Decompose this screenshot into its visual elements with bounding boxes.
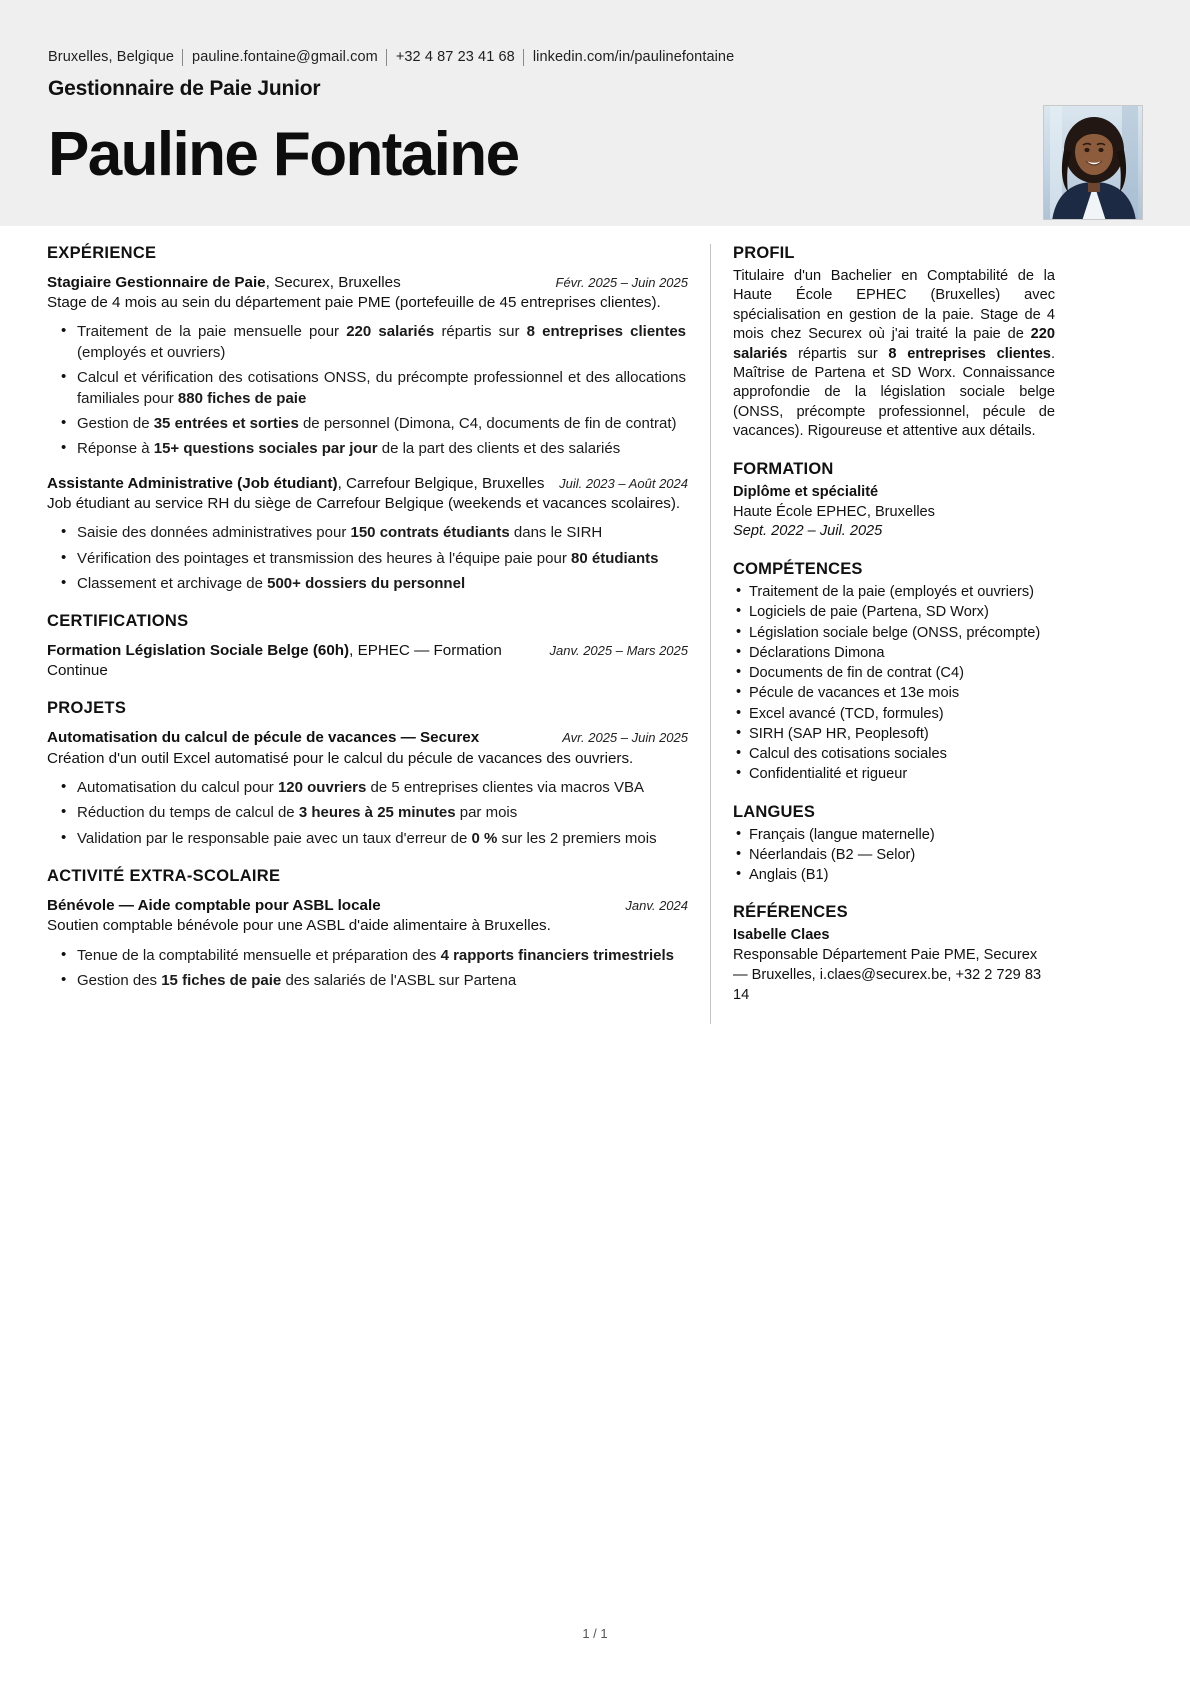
contact-email[interactable]: pauline.fontaine@gmail.com xyxy=(192,49,378,65)
section-heading-certifications: CERTIFICATIONS xyxy=(47,612,189,631)
entry-header-row xyxy=(47,896,688,916)
list-item: • Classement et archivage de 500+ dossiers du personnel xyxy=(77,574,688,594)
page-footer xyxy=(0,1626,1190,1641)
list-item: • Législation sociale belge (ONSS, précompte) xyxy=(749,624,1055,643)
entry-title: Assistante Administrative (Job étudiant), Carrefour Belgique, Bruxelles xyxy=(47,474,545,492)
section-heading-references: RÉFÉRENCES xyxy=(733,903,848,922)
resume-entry xyxy=(47,728,688,849)
list-item: • Traitement de la paie mensuelle pour 220 salariés répartis sur 8 entreprises clientes (employés et ouvriers) xyxy=(77,322,688,363)
entry-bullet-list xyxy=(47,523,688,594)
list-item: • Validation par le responsable paie avec un taux d'erreur de 0 % sur les 2 premiers mois xyxy=(77,829,688,849)
section-profile xyxy=(733,244,1055,442)
section-skills xyxy=(733,560,1055,785)
entry-date: Janv. 2024 xyxy=(625,898,688,914)
side-column xyxy=(710,244,1055,1024)
languages-list xyxy=(733,826,1055,886)
list-item: • Documents de fin de contrat (C4) xyxy=(749,664,1055,683)
entry-title: Stagiaire Gestionnaire de Paie, Securex, Bruxelles xyxy=(47,274,401,291)
entry-date: Juil. 2023 – Août 2024 xyxy=(559,475,688,491)
list-item: • Gestion des 15 fiches de paie des salariés de l'ASBL sur Partena xyxy=(77,971,688,991)
section-heading-formation: FORMATION xyxy=(733,459,834,478)
section-heading-profile: PROFIL xyxy=(733,244,795,262)
list-item: • Excel avancé (TCD, formules) xyxy=(749,705,1055,724)
list-item: • Tenue de la comptabilité mensuelle et préparation des 4 rapports financiers trimestriels xyxy=(77,946,688,966)
entry-title: Bénévole — Aide comptable pour ASBL locale xyxy=(47,897,381,915)
formation-school: Haute École EPHEC, Bruxelles xyxy=(733,503,935,520)
list-item: • Vérification des pointages et transmission des heures à l'équipe paie pour 80 étudiants xyxy=(77,549,688,569)
section-experience xyxy=(47,244,688,594)
contact-divider xyxy=(182,49,183,66)
section-heading-skills: COMPÉTENCES xyxy=(733,560,863,579)
list-item: • Déclarations Dimona xyxy=(749,644,1055,663)
contact-phone[interactable]: +32 4 87 23 41 68 xyxy=(395,49,515,65)
formation-degree: Diplôme et spécialité xyxy=(733,483,879,500)
section-heading-projects: PROJETS xyxy=(47,699,127,718)
list-item: • Français (langue maternelle) xyxy=(749,826,1055,845)
section-references xyxy=(733,903,1055,1005)
list-item: • Calcul des cotisations sociales xyxy=(749,745,1055,764)
resume-entry xyxy=(47,474,688,595)
entry-description: Stage de 4 mois au sein du département paie PME (portefeuille de 45 entreprises clientes). xyxy=(47,294,661,312)
entry-description: Job étudiant au service RH du siège de Carrefour Belgique (weekends et vacances scolaires). xyxy=(47,494,681,512)
list-item: • Confidentialité et rigueur xyxy=(749,765,1055,784)
list-item: • Saisie des données administratives pour 150 contrats étudiants dans le SIRH xyxy=(77,523,688,543)
entry-title: Automatisation du calcul de pécule de vacances — Securex xyxy=(47,729,480,747)
contact-divider xyxy=(386,49,387,66)
section-extra-activity xyxy=(47,867,688,991)
entry-date: Avr. 2025 – Juin 2025 xyxy=(562,730,688,746)
experience-entries xyxy=(47,273,688,594)
list-item: • SIRH (SAP HR, Peoplesoft) xyxy=(749,725,1055,744)
list-item: • Anglais (B1) xyxy=(749,866,1055,885)
section-formation xyxy=(733,460,1055,543)
list-item: • Pécule de vacances et 13e mois xyxy=(749,684,1055,703)
entry-header-row xyxy=(47,641,688,681)
contact-divider xyxy=(523,49,524,66)
contact-location: Bruxelles, Belgique xyxy=(48,49,175,65)
contact-linkedin[interactable]: linkedin.com/in/paulinefontaine xyxy=(532,49,735,65)
list-item: • Calcul et vérification des cotisations ONSS, du précompte professionnel et des allocations familiales pour 880 fiches de paie xyxy=(77,368,688,409)
project-entries xyxy=(47,728,688,849)
list-item: • Réponse à 15+ questions sociales par jour de la part des clients et des salariés xyxy=(77,439,688,459)
section-projects xyxy=(47,699,688,849)
resume-entry xyxy=(47,896,688,991)
entry-title: Formation Législation Sociale Belge (60h), EPHEC — Formation Continue xyxy=(47,642,502,680)
page-number: 1 / 1 xyxy=(582,1626,608,1641)
contact-line xyxy=(48,48,1142,66)
section-heading-experience: EXPÉRIENCE xyxy=(47,244,157,262)
certification-entries xyxy=(47,641,688,681)
portrait-illustration xyxy=(1044,106,1143,220)
resume-entry xyxy=(47,273,688,460)
list-item: • Gestion de 35 entrées et sorties de personnel (Dimona, C4, documents de fin de contrat) xyxy=(77,414,688,434)
resume-body xyxy=(0,226,1190,1024)
section-languages xyxy=(733,803,1055,886)
section-heading-extra: ACTIVITÉ EXTRA-SCOLAIRE xyxy=(47,867,281,886)
page-title: Pauline Fontaine xyxy=(48,120,519,189)
list-item: • Logiciels de paie (Partena, SD Worx) xyxy=(749,603,1055,622)
skills-list xyxy=(733,583,1055,785)
list-item: • Automatisation du calcul pour 120 ouvriers de 5 entreprises clientes via macros VBA xyxy=(77,778,688,798)
list-item: • Néerlandais (B2 — Selor) xyxy=(749,846,1055,865)
main-column xyxy=(47,244,710,1009)
section-certifications xyxy=(47,612,688,681)
section-heading-languages: LANGUES xyxy=(733,802,816,821)
job-title: Gestionnaire de Paie Junior xyxy=(48,77,321,100)
avatar xyxy=(1043,105,1143,220)
entry-header-row xyxy=(47,273,688,293)
entry-description: Soutien comptable bénévole pour une ASBL d'aide alimentaire à Bruxelles. xyxy=(47,917,551,935)
resume-header xyxy=(0,0,1190,226)
entry-date: Janv. 2025 – Mars 2025 xyxy=(549,643,688,659)
extra-entries xyxy=(47,896,688,991)
entry-bullet-list xyxy=(47,946,688,992)
resume-entry xyxy=(47,641,688,681)
entry-date: Févr. 2025 – Juin 2025 xyxy=(555,275,688,290)
profile-text: Titulaire d'un Bachelier en Comptabilité de la Haute École EPHEC (Bruxelles) avec spécialisation en gestion de la paie. Stage de 4 mois chez Securex où j'ai traité la paie de 220 salariés répartis sur 8 entreprises clientes. Maîtrise de Partena et SD Worx. Connaissance approfondie de la législation sociale belge (ONSS, précompte professionnel, pécule de vacances). Rigoureuse et attentive aux détails. xyxy=(733,268,1055,440)
list-item: • Réduction du temps de calcul de 3 heures à 25 minutes par mois xyxy=(77,803,688,823)
entry-header-row xyxy=(47,474,688,494)
formation-dates: Sept. 2022 – Juil. 2025 xyxy=(733,523,883,540)
entry-bullet-list xyxy=(47,778,688,849)
entry-header-row xyxy=(47,728,688,748)
entry-description: Création d'un outil Excel automatisé pour le calcul du pécule de vacances des ouvriers. xyxy=(47,749,634,767)
entry-bullet-list xyxy=(47,322,688,459)
reference-name: Isabelle Claes xyxy=(733,927,830,944)
list-item: • Traitement de la paie (employés et ouvriers) xyxy=(749,583,1055,602)
reference-details: Responsable Département Paie PME, Securex — Bruxelles, i.claes@securex.be, +32 2 729 83 14 xyxy=(733,947,1042,1003)
